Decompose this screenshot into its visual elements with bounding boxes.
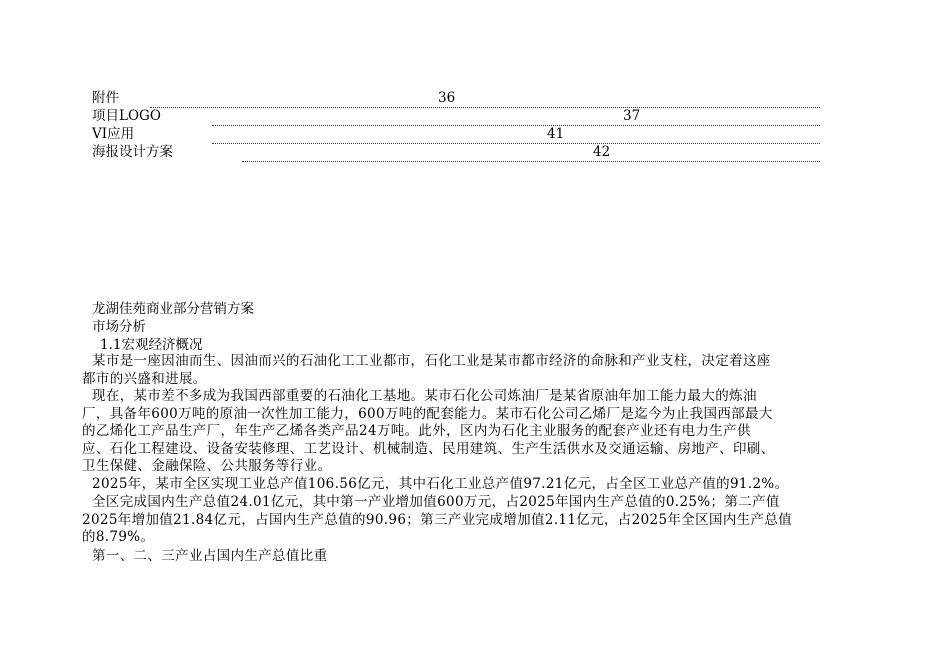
paragraph-industrial-output — [82, 476, 872, 494]
paragraph-line: 都市的兴盛和进展。 — [82, 370, 207, 387]
toc-page-number: 42 — [593, 144, 611, 160]
toc-row-logo[interactable] — [90, 107, 820, 125]
toc-row-attachments[interactable] — [90, 89, 820, 107]
toc-label: 项目LOGO — [92, 108, 161, 124]
paragraph-line: 全区完成国内生产总值24.01亿元，其中第一产业增加值600万元，占2025年国内生产总值的0.25%；第二产值 — [92, 494, 780, 510]
toc-leader-dots — [212, 107, 820, 126]
toc-row-poster[interactable] — [90, 143, 820, 161]
paragraph-line: 2025年，某市全区实现工业总产值106.56亿元，其中石化工业总产值97.21亿元，占全区工业总产值的91.2%。 — [92, 476, 789, 492]
document-title: 龙湖佳苑商业部分营销方案 — [92, 301, 254, 317]
paragraph-line: 第一、二、三产业占国内生产总值比重 — [92, 548, 328, 564]
toc-label: 附件 — [92, 90, 119, 106]
toc-label: 海报设计方案 — [92, 144, 173, 160]
paragraph-line: 卫生保健、金融保险、公共服务等行业。 — [82, 458, 332, 475]
subsection-heading: 1.1宏观经济概况 — [100, 337, 203, 353]
paragraph-line: 厂，具备年600万吨的原油一次性加工能力，600万吨的配套能力。某市石化公司乙烯厂是迄今为止我国西部最大 — [82, 405, 773, 422]
paragraph-industry-ratio — [82, 548, 872, 566]
paragraph-petrochemical-base — [82, 388, 872, 476]
section-heading: 市场分析 — [92, 319, 146, 335]
paragraph-line: 应、石化工程建设、设备安装修理、工艺设计、机械制造、民用建筑、生产生活供水及交通运输、房地产、印刷、 — [82, 440, 775, 457]
toc-page-number: 41 — [547, 126, 565, 142]
toc-leader-dots — [212, 125, 820, 144]
paragraph-line: 2025年增加值21.84亿元，占国内生产总值的90.96；第三产业完成增加值2.11亿元，占2025年全区国内生产总值 — [82, 511, 793, 528]
toc-leader-dots — [150, 89, 820, 108]
paragraph-line: 某市是一座因油而生、因油而兴的石油化工工业都市，石化工业是某市都市经济的命脉和产业支柱，决定着这座 — [92, 353, 771, 369]
toc-label: VI应用 — [92, 126, 135, 142]
toc-leader-dots — [242, 143, 820, 162]
paragraph-gdp — [82, 494, 872, 547]
toc-page-number: 37 — [623, 108, 641, 124]
toc-row-vi[interactable] — [90, 125, 820, 143]
paragraph-line: 现在，某市差不多成为我国西部重要的石油化工基地。某市石化公司炼油厂是某省原油年加工能力最大的炼油 — [92, 388, 757, 404]
paragraph-line: 的8.79%。 — [82, 529, 155, 546]
paragraph-city-overview — [82, 353, 872, 388]
toc-page-number: 36 — [438, 90, 456, 106]
paragraph-line: 的乙烯化工产品生产厂，年生产乙烯各类产品24万吨。此外，区内为石化主业服务的配套产业还有电力生产供 — [82, 423, 751, 440]
